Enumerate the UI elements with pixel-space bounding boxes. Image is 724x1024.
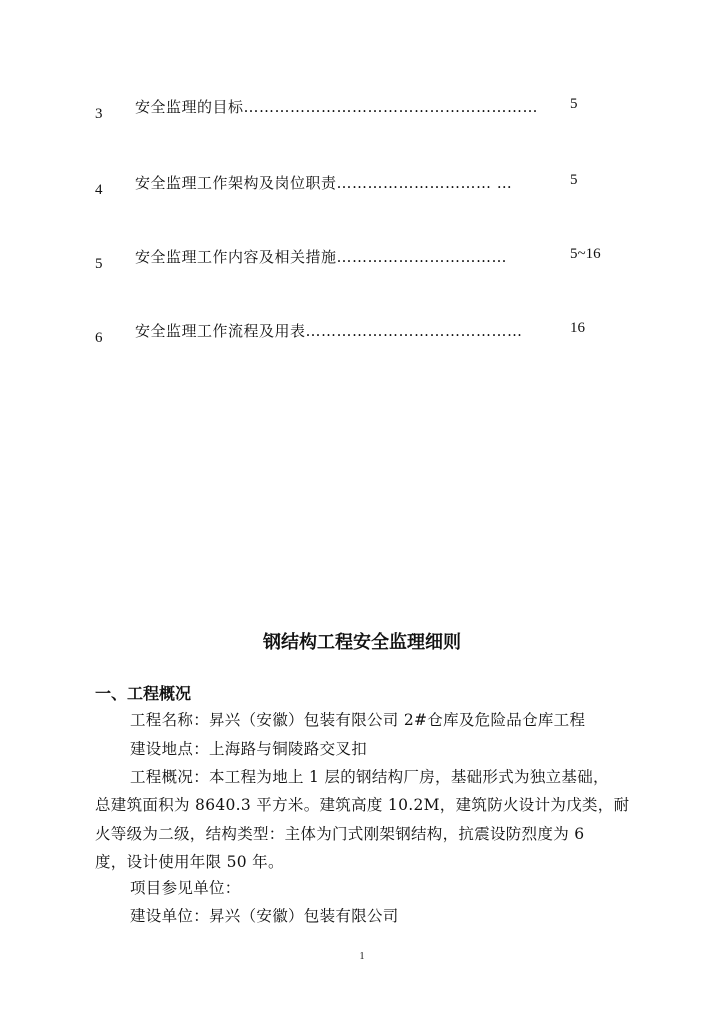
toc-title: 安全监理工作架构及岗位职责………………………… … <box>135 174 513 192</box>
project-overview-line-3: 火等级为二级，结构类型：主体为门式刚架钢结构，抗震设防烈度为 6 <box>95 825 585 843</box>
toc-leader: ………………………………………………… <box>243 98 539 116</box>
project-overview-line-1: 工程概况：本工程为地上 1 层的钢结构厂房，基础形式为独立基础， <box>130 768 609 786</box>
toc-title: 安全监理工作流程及用表…………………………………… <box>135 322 523 340</box>
construction-unit-line: 建设单位：昇兴（安徽）包装有限公司 <box>130 907 399 925</box>
toc-page: 16 <box>570 320 585 336</box>
section-heading: 一、工程概况 <box>95 684 192 703</box>
toc-leader: …………………………… <box>336 248 508 266</box>
toc-entry-6 <box>0 320 724 350</box>
toc-title: 安全监理工作内容及相关措施…………………………… <box>135 248 508 266</box>
project-overview-line-2: 总建筑面积为 8640.3 平方米。建筑高度 10.2M，建筑防火设计为戊类，耐 <box>95 796 630 814</box>
toc-title: 安全监理的目标………………………………………………… <box>135 98 539 116</box>
participating-units-line: 项目参见单位： <box>130 879 241 897</box>
toc-number: 4 <box>95 182 103 198</box>
project-location-line: 建设地点：上海路与铜陵路交叉扣 <box>130 740 368 758</box>
toc-page: 5 <box>570 172 578 188</box>
toc-page: 5 <box>570 96 578 112</box>
project-overview-line-4: 度，设计使用年限 50 年。 <box>95 853 284 871</box>
toc-leader: …………………………………… <box>305 322 523 340</box>
toc-number: 3 <box>95 106 103 122</box>
toc-entry-5 <box>0 246 724 276</box>
toc-page: 5~16 <box>570 246 601 262</box>
toc-number: 6 <box>95 330 103 346</box>
toc-number: 5 <box>95 256 103 272</box>
document-title: 钢结构工程安全监理细则 <box>263 632 461 653</box>
page-number: 1 <box>359 951 365 962</box>
project-name-line: 工程名称：昇兴（安徽）包装有限公司 2#仓库及危险品仓库工程 <box>130 711 586 729</box>
toc-leader: ………………………… … <box>336 174 513 192</box>
toc-entry-4 <box>0 172 724 202</box>
toc-entry-3 <box>0 96 724 126</box>
